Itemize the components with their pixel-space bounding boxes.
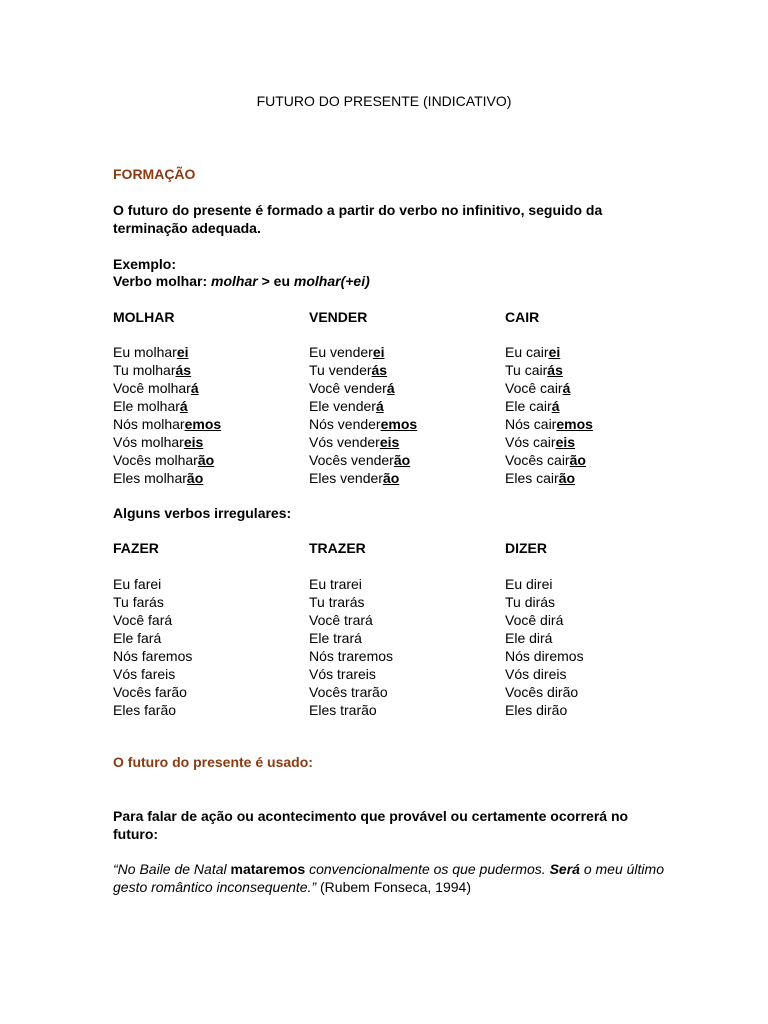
literary-quote	[113, 860, 673, 896]
conjugation-stem: Vocês vender	[309, 452, 394, 468]
conjugation-line: Vós fareis	[113, 666, 176, 682]
conjugation-line: Eu trarei	[309, 576, 362, 592]
conjugation-line: Eles dirão	[505, 702, 568, 718]
conjugation-line: Nós faremos	[113, 648, 193, 664]
conjugation-line: Eles trarão	[309, 702, 377, 718]
conjugation-stem: Nós vender	[309, 416, 381, 432]
conjugation-line	[505, 433, 593, 451]
conjugation-ending: ão	[569, 452, 586, 468]
conjugation-ending: ão	[186, 470, 204, 486]
conjugation-stem: Tu vender	[309, 362, 372, 378]
conjugation-line: Você trará	[309, 612, 373, 628]
conjugation-ending: ei	[548, 344, 561, 360]
conjugation-line: Tu dirás	[505, 594, 556, 610]
conjugation-line	[309, 415, 417, 433]
conjugation-ending: á	[375, 398, 384, 414]
conjugation-line: Vós direis	[505, 666, 567, 682]
verb-header-dizer: DIZER	[505, 540, 547, 556]
conjugation-line	[113, 343, 221, 361]
conjugation-ending: á	[386, 380, 395, 396]
conjugation-ending: eis	[555, 434, 576, 450]
conjugation-stem: Vocês molhar	[113, 452, 198, 468]
uso-description: Para falar de ação ou acontecimento que provável ou certamente ocorrerá no futuro:	[113, 808, 629, 842]
exemplo-result: molhar(+ei)	[293, 273, 370, 289]
conjugation-list-trazer	[309, 575, 393, 719]
exemplo-line	[113, 272, 673, 290]
conjugation-ending: ão	[382, 470, 400, 486]
conjugation-line: Ele dirá	[505, 630, 553, 646]
conjugation-stem: Você vender	[309, 380, 387, 396]
conjugation-line	[505, 469, 593, 487]
conjugation-ending: eis	[183, 434, 204, 450]
conjugation-line: Tu farás	[113, 594, 164, 610]
conjugation-line	[113, 397, 221, 415]
conjugation-line	[505, 379, 593, 397]
page-title: FUTURO DO PRESENTE (INDICATIVO)	[256, 93, 512, 109]
conjugation-ending: á	[551, 398, 560, 414]
conjugation-ending: á	[179, 398, 188, 414]
conjugation-line: Tu trarás	[309, 594, 365, 610]
formacao-heading: FORMAÇÃO	[113, 166, 196, 182]
conjugation-stem: Eles cair	[505, 470, 559, 486]
conjugation-ending: ão	[197, 452, 215, 468]
conjugation-ending: á	[190, 380, 199, 396]
conjugation-list-dizer	[505, 575, 584, 719]
conjugation-line	[309, 469, 417, 487]
conjugation-ending: ás	[547, 362, 563, 378]
conjugation-line: Nós traremos	[309, 648, 394, 664]
conjugation-stem: Vocês cair	[505, 452, 570, 468]
conjugation-ending: emos	[184, 416, 222, 432]
verb-header-trazer: TRAZER	[309, 540, 366, 556]
conjugation-line: Você dirá	[505, 612, 564, 628]
conjugation-ending: á	[562, 380, 571, 396]
conjugation-stem: Tu cair	[505, 362, 548, 378]
quote-citation: (Rubem Fonseca, 1994)	[316, 879, 471, 895]
conjugation-ending: ei	[176, 344, 189, 360]
conjugation-line: Vocês dirão	[505, 684, 579, 700]
conjugation-line	[113, 415, 221, 433]
conjugation-ending: eis	[379, 434, 400, 450]
exemplo-prefix: Verbo molhar:	[113, 273, 212, 289]
conjugation-stem: Nós molhar	[113, 416, 185, 432]
conjugation-list-cair	[505, 343, 593, 487]
irregular-label: Alguns verbos irregulares:	[113, 505, 292, 521]
conjugation-stem: Vós molhar	[113, 434, 184, 450]
quote-text: o meu último gesto romântico inconsequente.”	[113, 861, 664, 895]
conjugation-line	[309, 379, 417, 397]
conjugation-stem: Você cair	[505, 380, 563, 396]
conjugation-line: Eu direi	[505, 576, 553, 592]
conjugation-line	[309, 451, 417, 469]
conjugation-list-fazer	[113, 575, 192, 719]
conjugation-line	[505, 343, 593, 361]
conjugation-line	[505, 451, 593, 469]
verb-header-molhar: MOLHAR	[113, 309, 175, 325]
conjugation-ending: ás	[175, 362, 192, 378]
conjugation-ending: emos	[380, 416, 418, 432]
conjugation-line	[113, 433, 221, 451]
conjugation-list-vender	[309, 343, 417, 487]
conjugation-stem: Eu molhar	[113, 344, 177, 360]
conjugation-stem: Eles molhar	[113, 470, 187, 486]
verb-header-cair: CAIR	[505, 309, 540, 325]
conjugation-stem: Ele cair	[505, 398, 552, 414]
quote-text: “No Baile de Natal	[113, 861, 231, 877]
conjugation-line: Você fará	[113, 612, 173, 628]
conjugation-stem: Tu molhar	[113, 362, 176, 378]
conjugation-line	[505, 361, 593, 379]
conjugation-line	[309, 361, 417, 379]
conjugation-line: Ele fará	[113, 630, 162, 646]
verb-header-vender: VENDER	[309, 309, 368, 325]
conjugation-line	[113, 469, 221, 487]
conjugation-line: Vós trareis	[309, 666, 376, 682]
conjugation-line	[113, 361, 221, 379]
conjugation-stem: Ele vender	[309, 398, 376, 414]
verb-header-fazer: FAZER	[113, 540, 159, 556]
exemplo-mid: > eu	[257, 273, 294, 289]
conjugation-line	[309, 433, 417, 451]
conjugation-line: Nós diremos	[505, 648, 584, 664]
exemplo-verb: molhar	[211, 273, 258, 289]
quote-emphasis: mataremos	[230, 861, 306, 877]
quote-text: convencionalmente os que pudermos.	[305, 861, 550, 877]
conjugation-stem: Vós vender	[309, 434, 380, 450]
conjugation-list-molhar	[113, 343, 221, 487]
conjugation-stem: Eles vender	[309, 470, 383, 486]
conjugation-ending: ão	[558, 470, 576, 486]
formacao-description: O futuro do presente é formado a partir do verbo no infinitivo, seguido da terminação adequada.	[113, 202, 603, 236]
conjugation-ending: ás	[371, 362, 388, 378]
conjugation-line	[113, 379, 221, 397]
conjugation-ending: ei	[372, 344, 385, 360]
conjugation-line: Vocês trarão	[309, 684, 388, 700]
conjugation-stem: Eu vender	[309, 344, 373, 360]
uso-heading: O futuro do presente é usado:	[113, 754, 313, 770]
conjugation-ending: ão	[393, 452, 411, 468]
conjugation-line: Vocês farão	[113, 684, 187, 700]
quote-emphasis: Será	[549, 861, 580, 877]
conjugation-stem: Eu cair	[505, 344, 549, 360]
conjugation-ending: emos	[556, 416, 593, 432]
conjugation-line	[505, 397, 593, 415]
conjugation-line	[309, 343, 417, 361]
conjugation-stem: Vós cair	[505, 434, 556, 450]
conjugation-line: Eles farão	[113, 702, 177, 718]
conjugation-stem: Nós cair	[505, 416, 557, 432]
conjugation-line	[113, 451, 221, 469]
conjugation-line	[309, 397, 417, 415]
conjugation-stem: Ele molhar	[113, 398, 180, 414]
conjugation-line	[505, 415, 593, 433]
conjugation-line: Eu farei	[113, 576, 162, 592]
exemplo-label: Exemplo:	[113, 256, 177, 272]
conjugation-line: Ele trará	[309, 630, 362, 646]
conjugation-stem: Você molhar	[113, 380, 191, 396]
